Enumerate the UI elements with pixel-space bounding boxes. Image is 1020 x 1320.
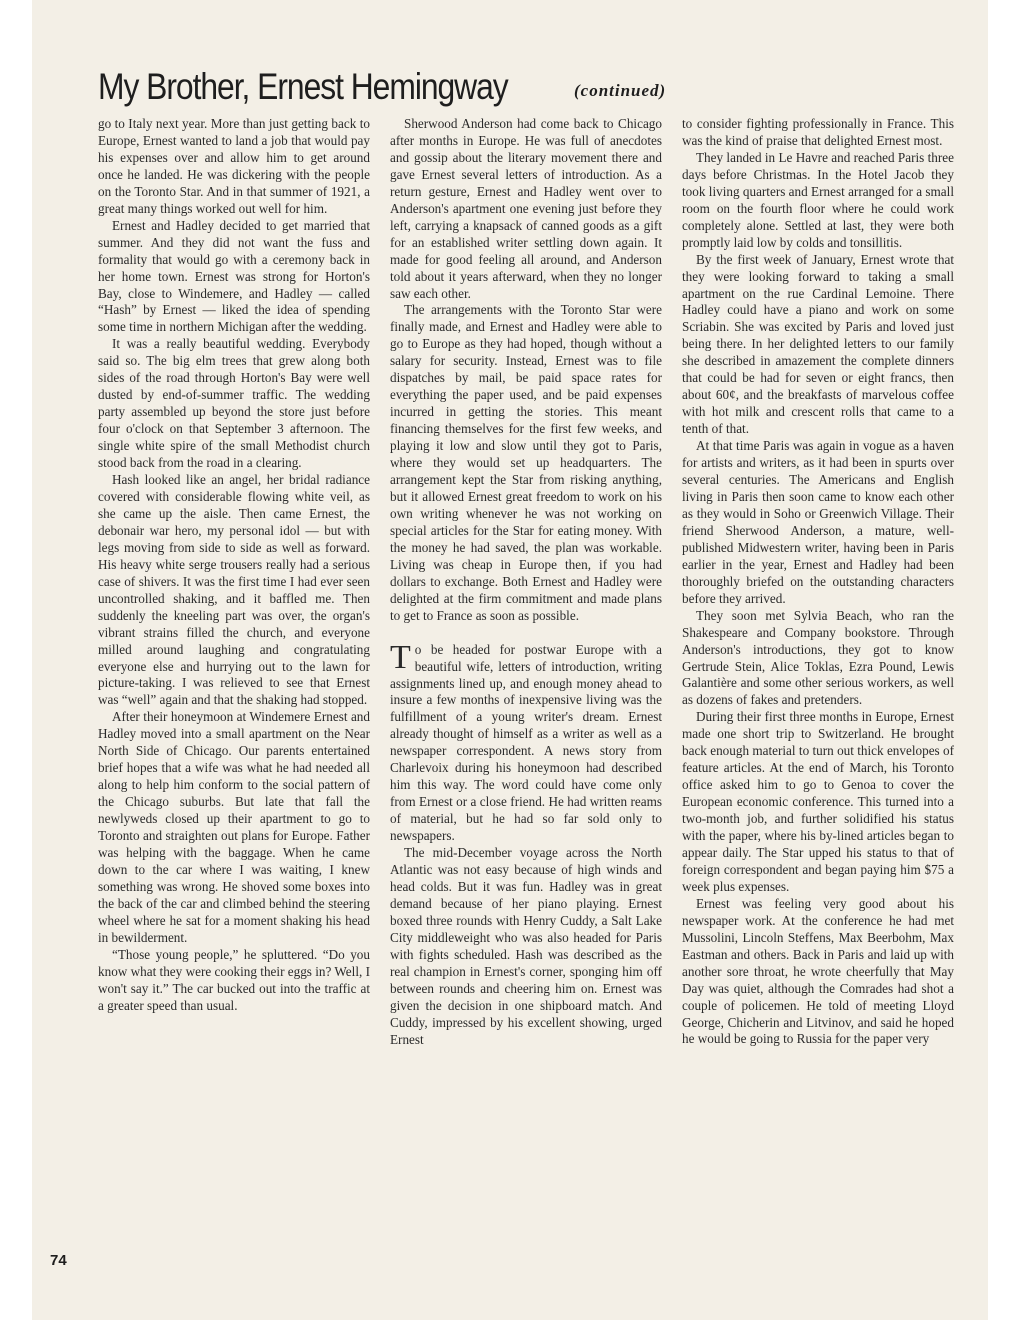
magazine-page	[32, 0, 988, 1320]
paragraph: Hash looked like an angel, her bridal radiance covered with considerable flowing white veil, as she came up the aisle. Then came Ernest, the debonair war hero, my personal idol — but with legs moving from side to side as well as forward. His heavy white serge trousers really had a serious case of shivers. It was the first time I had ever seen uncontrolled shaking, and it baffled me. Then suddenly the kneeling part was over, the organ's vibrant strains filled the church, and everyone milled around laughing and congratulating everyone else and hurrying out to the lawn for picture-taking. I was relieved to see that Ernest was “well” again and that the shaking had stopped.	[98, 472, 370, 708]
paragraph: Ernest was feeling very good about his newspaper work. At the conference he had met Mussolini, Lincoln Steffens, Max Beerbohm, Max Eastman and others. Back in Paris and laid up with another sore throat, he wrote cheerfully that May Day was quiet, although the Comrades had shot a couple of policemen. He told of meeting Lloyd George, Chicherin and Litvinov, and said he hoped he would be going to Russia for the paper very	[682, 895, 954, 1047]
paragraph-dropcap	[390, 638, 662, 845]
paragraph: By the first week of January, Ernest wrote that they were looking forward to taking a small apartment on the rue Cardinal Lemoine. There Hadley could have a piano and work on some Scriabin. She was excited by Paris and loved just being there. In her delighted letters to our family she described in amazement the complete dinners that could be had for seven or eight francs, then about 60¢, and the breakfasts of marvelous coffee with hot milk and crescent rolls that came to a tenth of that.	[682, 251, 954, 437]
column-2	[390, 116, 662, 1048]
drop-cap: T	[390, 638, 411, 676]
paragraph: During their first three months in Europe, Ernest made one short trip to Switzerland. He brought back enough material to turn out thick envelopes of feature articles. At the end of March, his Toronto office asked him to go to Genoa to cover the European economic conference. This turned into a two-month job, and further solidified his status with the paper, where his by-lined articles began to appear daily. The Star upped his status to that of foreign correspondent and began paying him $75 a week plus expenses.	[682, 709, 954, 894]
continued-label: (continued)	[574, 81, 667, 100]
column-1	[98, 116, 370, 1015]
paragraph: The mid-December voyage across the North Atlantic was not easy because of high winds and head colds. But it was fun. Hadley was in great demand because of her piano playing. Ernest boxed three rounds with Henry Cuddy, a Salt Lake City middleweight who was also headed for Paris with fights scheduled. Hash was described as the real champion in Ernest's corner, sponging him off between rounds and cheering him on. Ernest was given the decision in one shipboard match. And Cuddy, impressed by his excellent showing, urged Ernest	[390, 845, 662, 1047]
paragraph: to consider fighting professionally in France. This was the kind of praise that delighted Ernest most.	[682, 116, 954, 148]
paragraph: The arrangements with the Toronto Star were finally made, and Ernest and Hadley were able to go to Europe as they had hoped, though without a salary for security. Instead, Ernest was to file dispatches by mail, be paid space rates for everything the paper used, and be paid expenses incurred in getting the stories. This meant financing themselves for the first few weeks, and playing it low and slow until they got to Paris, where they would set up headquarters. The arrangement kept the Star from risking anything, but it allowed Ernest great freedom to work on his own writing whenever he was not working on special articles for the Star for eating money. With the money he had saved, the plan was workable. Living was cheap in Europe then, if you had dollars to exchange. Both Ernest and Hadley were delighted at the firm commitment and made plans to get to France as soon as possible.	[390, 302, 662, 623]
paragraph: Ernest and Hadley decided to get married that summer. And they did not want the fuss and formality that would go with a ceremony back in her home town. Ernest was strong for Horton's Bay, close to Windemere, and Hadley — called “Hash” by Ernest — liked the idea of spending some time in northern Michigan after the wedding.	[98, 217, 370, 335]
paragraph: Sherwood Anderson had come back to Chicago after months in Europe. He was full of anecdotes and gossip about the literary movement there and gave Ernest several letters of introduction. As a return gesture, Ernest and Hadley went over to Anderson's apartment one evening just before they left, carrying a knapsack of canned goods as a gift for an established writer settling down again. It made for good feeling all around, and Anderson told about it years afterward, when they no longer saw each other.	[390, 116, 662, 301]
column-3	[682, 116, 954, 1048]
article-title-text: My Brother, Ernest Hemingway	[98, 66, 508, 107]
paragraph: It was a really beautiful wedding. Everybody said so. The big elm trees that grew along both sides of the road through Horton's Bay were well dusted by end-of-summer traffic. The wedding party assembled up beyond the store just before four o'clock on that September 3 afternoon. The single white spire of the small Methodist church stood back from the road in a clearing.	[98, 336, 370, 471]
paragraph: After their honeymoon at Windemere Ernest and Hadley moved into a small apartment on the Near North Side of Chicago. Our parents entertained brief hopes that a wife was what he had needed all along to help him conform to the social pattern of the Chicago suburbs. But late that fall the newlyweds closed up their apartment to go to Toronto and straighten out plans for Europe. Father was helping with the baggage. When he came down to the car where I was waiting, I knew something was wrong. He shoved some boxes into the back of the car and climbed behind the steering wheel where he sat for a moment shaking his head in bewilderment.	[98, 709, 370, 945]
article-title	[98, 66, 978, 114]
paragraph: go to Italy next year. More than just getting back to Europe, Ernest wanted to land a job that would pay his expenses over and allow him to get around once he landed. He was dickering with the people on the Toronto Star. And in that summer of 1921, a great many things worked out well for him.	[98, 116, 370, 216]
paragraph-text: o be headed for postwar Europe with a beautiful wife, letters of introduction, writing assignments lined up, and enough money ahead to insure a few months of inexpensive living was the fulfillment of a young writer's dream. Ernest already thought of himself as a writer as well as a newspaper correspondent. A news story from Charlevoix during his honeymoon had described him this way. The word could have come only from Ernest or a close friend. He had written reams of material, but he had so far sold only to newspapers.	[390, 641, 662, 844]
paragraph: They soon met Sylvia Beach, who ran the Shakespeare and Company bookstore. Through Anderson's introductions, they got to know Gertrude Stein, Alice Toklas, Ezra Pound, Lewis Galantière and some other serious workers, as well as dozens of fakes and pretenders.	[682, 607, 954, 708]
paragraph: They landed in Le Havre and reached Paris three days before Christmas. In the Hotel Jacob they took living quarters and Ernest arranged for a small room on the fourth floor where he could work completely alone. Settled at last, they were both promptly laid low by colds and tonsillitis.	[682, 149, 954, 250]
paragraph: “Those young people,” he spluttered. “Do you know what they were cooking their eggs in? Well, I won't say it.” The car bucked out into the traffic at a greater speed than usual.	[98, 946, 370, 1013]
paragraph: At that time Paris was again in vogue as a haven for artists and writers, as it had been in spurts over several centuries. The Americans and English living in Paris then soon came to know each other as they would in Soho or Greenwich Village. Their friend Sherwood Anderson, a mature, well-published Midwestern writer, having been in Paris earlier in the year, Ernest and Hadley had been thoroughly briefed on the outstanding characters before they arrived.	[682, 438, 954, 606]
page-number: 74	[50, 1252, 67, 1269]
